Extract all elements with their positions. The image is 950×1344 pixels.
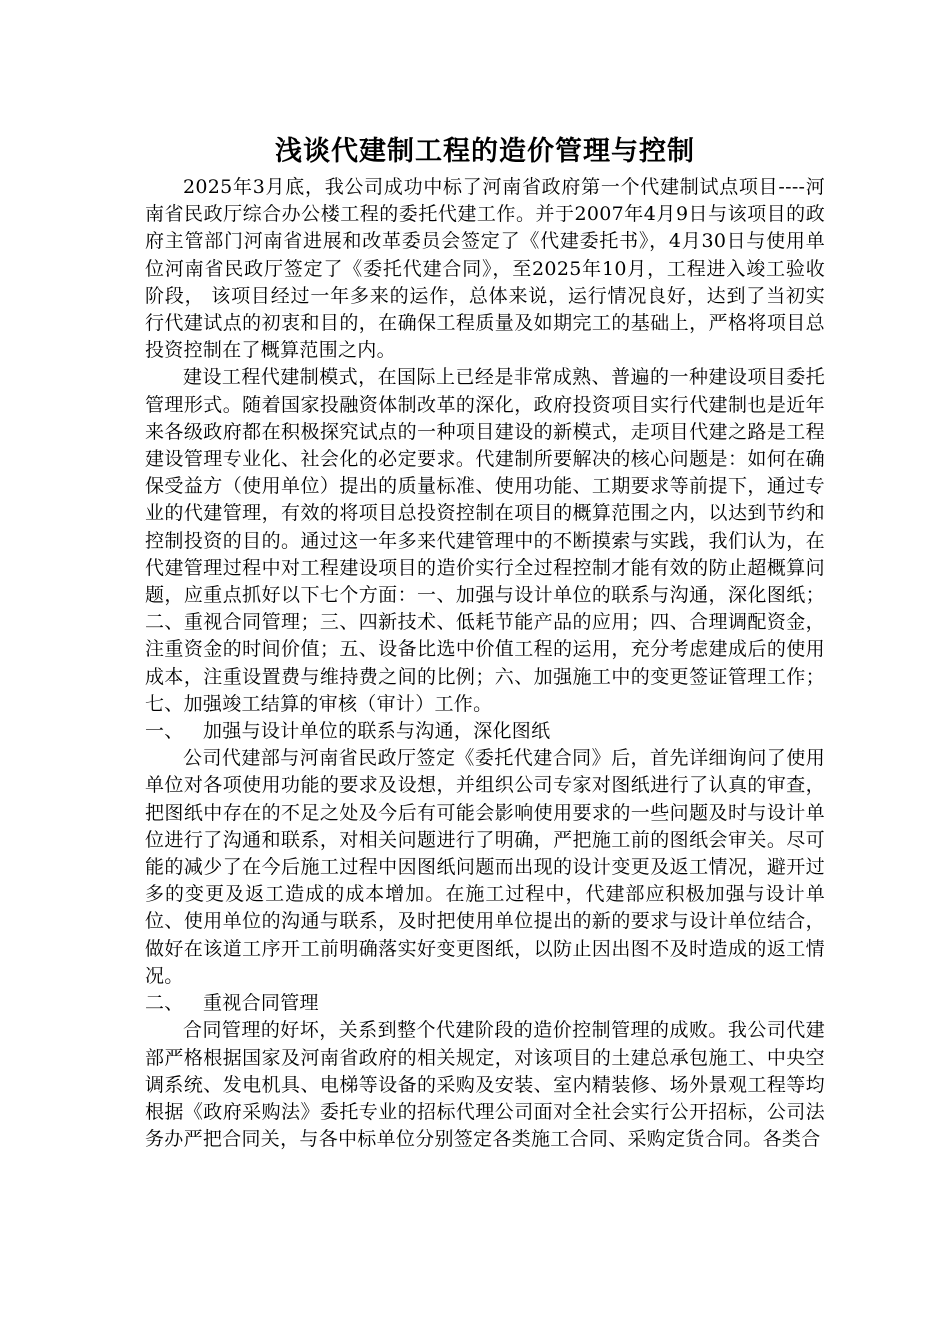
section-2-paragraph: 合同管理的好坏，关系到整个代建阶段的造价控制管理的成败。我公司代建部严格根据国家及河南省政府的相关规定，对该项目的土建总承包施工、中央空调系统、发电机具、电梯等设备的采购及安装、室内精装修、场外景观工程等均根据《政府采购法》委托专业的招标代理公司面对全社会实行公开招标，公司法务办严把合同关，与各中标单位分别签定各类施工合同、采购定货合同。各类合 — [145, 1019, 825, 1151]
document-title: 浅谈代建制工程的造价管理与控制 — [275, 136, 695, 167]
section-1-paragraph: 公司代建部与河南省民政厅签定《委托代建合同》后，首先详细询问了使用单位对各项使用功能的要求及设想，并组织公司专家对图纸进行了认真的审查，把图纸中存在的不足之处及今后有可能会影响使用要求的一些问题及时与设计单位进行了沟通和联系，对相关问题进行了明确，严把施工前的图纸会审关。尽可能的减少了在今后施工过程中因图纸问题而出现的设计变更及返工情况，避开过多的变更及返工造成的成本增加。在施工过程中，代建部应积极加强与设计单位、使用单位的沟通与联系，及时把使用单位提出的新的要求与设计单位结合，做好在该道工序开工前明确落实好变更图纸，以防止因出图不及时造成的返工情况。 — [145, 747, 825, 987]
section-1-heading — [145, 718, 825, 745]
section-2-heading-text: 重视合同管理 — [203, 992, 319, 1015]
section-1-number: 一、 — [145, 720, 184, 743]
section-1-heading-text: 加强与设计单位的联系与沟通，深化图纸 — [203, 720, 551, 743]
section-2-heading — [145, 990, 825, 1017]
intro-paragraph-1: 2025年3月底，我公司成功中标了河南省政府第一个代建制试点项目----河南省民政厅综合办公楼工程的委托代建工作。并于2007年4月9日与该项目的政府主管部门河南省进展和改革委员会签定了《代建委托书》，4月30日与使用单位河南省民政厅签定了《委托代建合同》，至2025年10月，工程进入竣工验收阶段， 该项目经过一年多来的运作，总体来说，运行情况良好，达到了当初实行代建试点的初衷和目的，在确保工程质量及如期完工的基础上，严格将项目总投资控制在了概算范围之内。 — [145, 176, 825, 362]
intro-paragraph-2: 建设工程代建制模式，在国际上已经是非常成熟、普遍的一种建设项目委托管理形式。随着国家投融资体制改革的深化，政府投资项目实行代建制也是近年来各级政府都在积极探究试点的一种项目建设的新模式，走项目代建之路是工程建设管理专业化、社会化的必定要求。代建制所要解决的核心问题是：如何在确保受益方（使用单位）提出的质量标准、使用功能、工期要求等前提下，通过专业的代建管理，有效的将项目总投资控制在项目的概算范围之内，以达到节约和控制投资的目的。通过这一年多来代建管理中的不断摸索与实践，我们认为，在代建管理过程中对工程建设项目的造价实行全过程控制才能有效的防止超概算问题，应重点抓好以下七个方面：一、加强与设计单位的联系与沟通，深化图纸；二、重视合同管理；三、四新技术、低耗节能产品的应用；四、合理调配资金，注重资金的时间价值；五、设备比选中价值工程的运用，充分考虑建成后的使用成本，注重设置费与维持费之间的比例；六、加强施工中的变更签证管理工作；七、加强竣工结算的审核（审计）工作。 — [145, 366, 825, 715]
section-2-number: 二、 — [145, 992, 184, 1015]
document-body — [145, 132, 825, 1153]
